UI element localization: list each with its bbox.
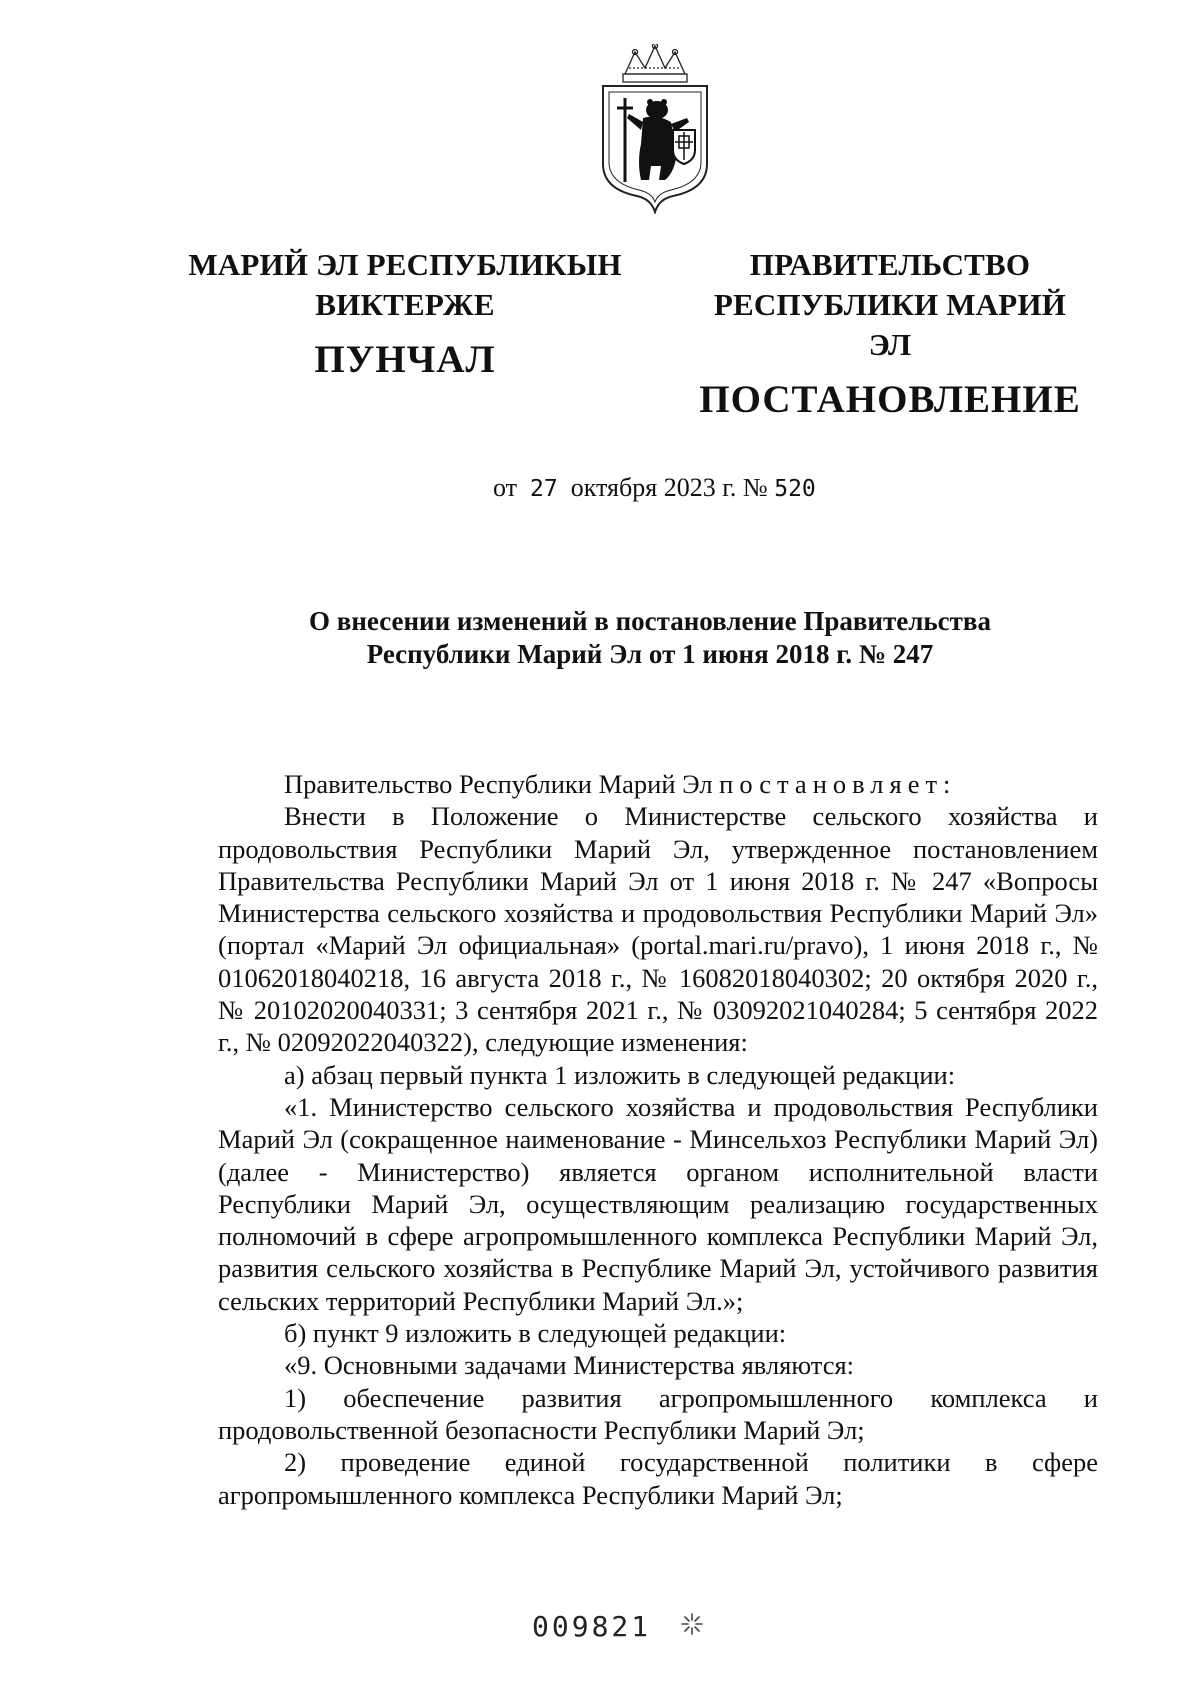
header-left-line1: МАРИЙ ЭЛ РЕСПУБЛИКЫН [188,247,622,282]
body-paragraph-task-2: 2) проведение единой государственной политики в сфере агропромышленного комплекса Республики Марий Эл; [218,1447,1098,1510]
header-right-title: ПОСТАНОВЛЕНИЕ [699,378,1081,421]
body-paragraph-decree [218,768,1098,800]
body-paragraph-item-9: «9. Основными задачами Министерства являются: [284,1350,855,1381]
body-paragraph-amendments-intro: Внести в Положение о Министерстве сельского хозяйства и продовольствия Республики Марий Эл, утвержденное постановлением Правительства Республики Марий Эл от 1 июня 2018 г. № 247 «Вопросы Министерства сельского хозяйства и продовольствия Республики Марий Эл» (портал «Марий Эл официальная» (portal.mari.ru/pravo), 1 июня 2018 г., № 01062018040218, 16 августа 2018 г., № 16082018040302; 20 октября 2020 г., № 20102020040331; 3 сентября 2021 г., № 03092021040284; 5 сентября 2022 г., № 02092022040322), следующие изменения: [218,801,1098,1058]
header-right-block [690,245,1090,423]
footer-serial-number: 009821 [532,1610,652,1643]
asterisk-mark-icon [680,1612,704,1636]
date-middle: октября 2023 г. № [557,473,775,502]
header-left-line2: ВИКТЕРЖЕ [315,287,495,322]
header-right-line1: ПРАВИТЕЛЬСТВО [749,247,1031,282]
body-paragraph-item-a-text: «1. Министерство сельского хозяйства и продовольствия Республики Марий Эл (сокращенное наименование - Минсельхоз Республики Марий Эл) (далее - Министерство) является органом исполнительной власти Республики Марий Эл, осуществляющим реализацию государственных полномочий в сфере агропромышленного комплекса Республики Марий Эл, развития сельского хозяйства в Республике Марий Эл, устойчивого развития сельских территорий Республики Марий Эл.»; [218,1091,1098,1316]
body-paragraph-item-b: б) пункт 9 изложить в следующей редакции: [284,1318,787,1349]
body-paragraph-item-a: а) абзац первый пункта 1 изложить в следующей редакции: [284,1059,956,1090]
header-left-title: ПУНЧАЛ [314,338,496,381]
coat-of-arms-emblem [595,44,715,214]
document-subject [200,605,1100,671]
document-number: 520 [774,476,816,502]
header-right-line2: РЕСПУБЛИКИ МАРИЙ ЭЛ [713,287,1067,362]
subject-line2: Республики Марий Эл от 1 июня 2018 г. № 247 [366,639,934,669]
document-body [218,768,1098,1511]
date-number-line [493,473,816,503]
decree-verb: постановляет: [719,769,957,799]
subject-line1: О внесении изменений в постановление Правительства [309,606,991,636]
body-paragraph-task-1: 1) обеспечение развития агропромышленного комплекса и продовольственной безопасности Республики Марий Эл; [218,1382,1098,1445]
header-left-block [185,245,625,383]
decree-subject: Правительство Республики Марий Эл [284,769,720,799]
date-prefix: от [493,473,531,502]
date-day: 27 [530,476,558,502]
